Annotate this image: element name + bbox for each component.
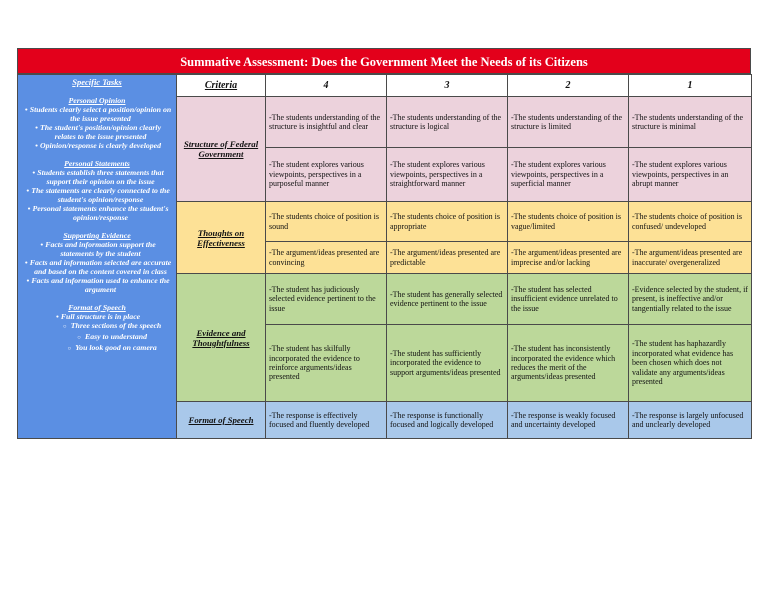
task-item: • Students clearly select a position/opinion on the issue presented bbox=[22, 105, 172, 123]
rubric-table bbox=[17, 74, 752, 439]
descriptor-cell: -The students understanding of the structure is logical bbox=[387, 97, 508, 148]
descriptor-cell: -The student has haphazardly incorporated what evidence has been chosen which does not validate any arguments/ideas presented bbox=[629, 325, 752, 402]
rubric-title: Summative Assessment: Does the Government Meet the Needs of its Citizens bbox=[17, 48, 751, 74]
criterion-name: Structure of Federal Government bbox=[177, 97, 266, 202]
descriptor-cell: -The student has sufficiently incorporated the evidence to support arguments/ideas presented bbox=[387, 325, 508, 402]
rubric bbox=[17, 48, 751, 439]
task-subitem: ○ Easy to understand bbox=[22, 332, 172, 343]
descriptor-cell: -The student explores various viewpoints, perspectives in a superficial manner bbox=[508, 148, 629, 202]
specific-tasks-heading: Specific Tasks bbox=[72, 77, 122, 87]
criterion-name: Thoughts on Effectiveness bbox=[177, 202, 266, 274]
task-item: • Facts and information used to enhance the argument bbox=[22, 276, 172, 294]
task-item: • Personal statements enhance the student's opinion/response bbox=[22, 204, 172, 222]
descriptor-cell: -The students choice of position is sound bbox=[266, 202, 387, 242]
descriptor-cell: -The argument/ideas presented are imprecise and/or lacking bbox=[508, 242, 629, 274]
criterion-name: Format of Speech bbox=[177, 402, 266, 439]
task-section-title: Format of Speech bbox=[68, 303, 126, 312]
descriptor-cell: -The student has generally selected evidence pertinent to the issue bbox=[387, 274, 508, 325]
descriptor-cell: -The student has inconsistently incorporated the evidence which reduces the merit of the arguments/ideas presented bbox=[508, 325, 629, 402]
descriptor-cell: -The argument/ideas presented are predictable bbox=[387, 242, 508, 274]
task-section-title: Personal Opinion bbox=[68, 96, 126, 105]
descriptor-cell: -The students choice of position is confused/ undeveloped bbox=[629, 202, 752, 242]
header-row bbox=[18, 75, 752, 97]
descriptor-cell: -The student has judiciously selected evidence pertinent to the issue bbox=[266, 274, 387, 325]
specific-tasks-panel bbox=[18, 75, 177, 439]
descriptor-cell: -The student has selected insufficient evidence unrelated to the issue bbox=[508, 274, 629, 325]
descriptor-cell: -The response is functionally focused and logically developed bbox=[387, 402, 508, 439]
criteria-header: Criteria bbox=[177, 75, 266, 97]
level-header: 1 bbox=[629, 75, 752, 97]
descriptor-cell: -The response is largely unfocused and unclearly developed bbox=[629, 402, 752, 439]
descriptor-cell: -The response is weakly focused and uncertainty developed bbox=[508, 402, 629, 439]
task-item: • Facts and information support the statements by the student bbox=[22, 240, 172, 258]
descriptor-cell: -The student explores various viewpoints, perspectives in a purposeful manner bbox=[266, 148, 387, 202]
task-section-title: Personal Statements bbox=[64, 159, 130, 168]
task-section-title: Supporting Evidence bbox=[63, 231, 131, 240]
descriptor-cell: -The students choice of position is appropriate bbox=[387, 202, 508, 242]
task-subitem: ○ You look good on camera bbox=[22, 343, 172, 354]
descriptor-cell: -The student explores various viewpoints, perspectives in a straightforward manner bbox=[387, 148, 508, 202]
descriptor-cell: -The response is effectively focused and fluently developed bbox=[266, 402, 387, 439]
task-item: • Opinion/response is clearly developed bbox=[22, 141, 172, 150]
task-item: • The student's position/opinion clearly relates to the issue presented bbox=[22, 123, 172, 141]
descriptor-cell: -The argument/ideas presented are convincing bbox=[266, 242, 387, 274]
task-subitem: ○ Three sections of the speech bbox=[22, 321, 172, 332]
task-item: • The statements are clearly connected to the student's opinion/response bbox=[22, 186, 172, 204]
descriptor-cell: -The students understanding of the structure is insightful and clear bbox=[266, 97, 387, 148]
task-item: • Facts and information selected are accurate and based on the content covered in class bbox=[22, 258, 172, 276]
descriptor-cell: -The students choice of position is vague/limited bbox=[508, 202, 629, 242]
task-item: • Students establish three statements that support their opinion on the issue bbox=[22, 168, 172, 186]
level-header: 4 bbox=[266, 75, 387, 97]
descriptor-cell: -The student has skilfully incorporated the evidence to reinforce arguments/ideas presented bbox=[266, 325, 387, 402]
descriptor-cell: -The students understanding of the structure is minimal bbox=[629, 97, 752, 148]
descriptor-cell: -Evidence selected by the student, if present, is ineffective and/or tangentially related to the issue bbox=[629, 274, 752, 325]
level-header: 2 bbox=[508, 75, 629, 97]
descriptor-cell: -The argument/ideas presented are inaccurate/ overgeneralized bbox=[629, 242, 752, 274]
descriptor-cell: -The student explores various viewpoints, perspectives in an abrupt manner bbox=[629, 148, 752, 202]
task-item: • Full structure is in place bbox=[22, 312, 172, 321]
descriptor-cell: -The students understanding of the structure is limited bbox=[508, 97, 629, 148]
criterion-name: Evidence and Thoughtfulness bbox=[177, 274, 266, 402]
level-header: 3 bbox=[387, 75, 508, 97]
